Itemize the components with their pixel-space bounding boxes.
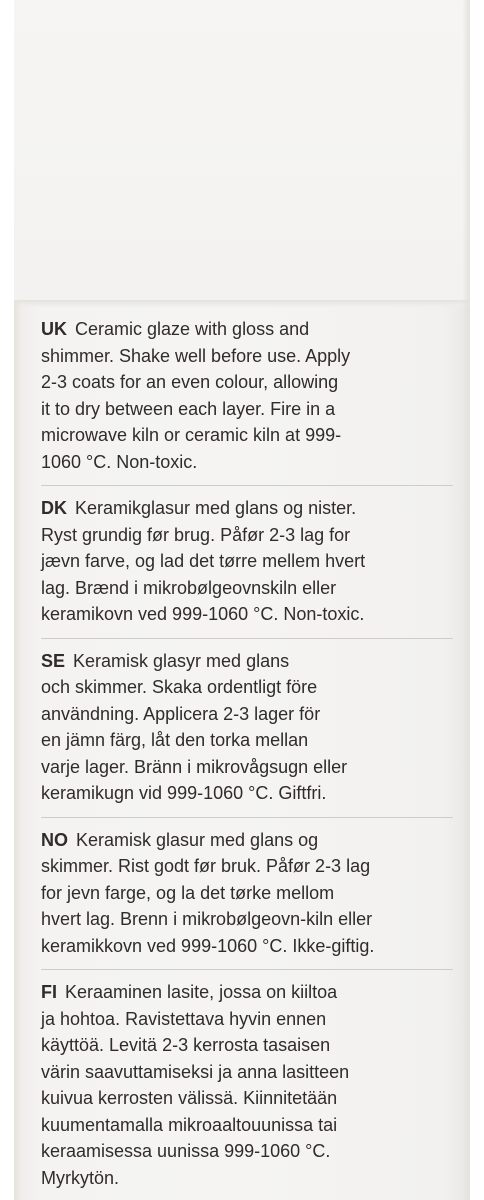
instructions-line: ja hohtoa. Ravistettava hyvin ennen [41,1008,327,1029]
instructions-line: käyttöä. Levitä 2-3 kerrosta tasaisen [41,1035,331,1055]
instructions-line: keraamisessa uunissa 999-1060 °C. [41,1141,331,1161]
instructions-section-no [41,824,461,970]
instructions-line: shimmer. Shake well before use. Apply [41,345,351,366]
language-code: UK [41,319,67,339]
instructions-line: hvert lag. Brenn i mikrobølgeovn-kiln eller [41,909,373,929]
language-code: SE [41,650,66,671]
instructions-line: keramikovn ved 999-1060 °C. Non-toxic. [41,604,365,624]
instructions-line: Myrkytön. [41,1167,120,1188]
instructions-line [41,648,461,675]
instructions-line: skimmer. Rist godt før bruk. Påfør 2-3 lag [41,856,371,876]
section-divider [41,485,453,486]
instructions-text: Keramisk glasyr med glans [73,650,290,671]
instructions-line [41,316,461,343]
section-divider [41,817,453,818]
instructions-section-dk [41,492,461,638]
instructions-line: Ryst grundig før brug. Påfør 2-3 lag for [41,524,351,545]
instructions-line [41,827,461,854]
instructions-section-uk [41,313,461,485]
instructions-line: värin saavuttamiseksi ja anna lasitteen [41,1061,350,1082]
package-right-edge [462,0,470,1200]
instructions-line: jævn farve, og lad det tørre mellem hvert [41,551,366,571]
language-code: FI [41,982,57,1002]
instructions-line [41,495,461,522]
instructions-line: kuumentamalla mikroaaltouunissa tai [41,1114,338,1135]
instructions-line: 1060 °C. Non-toxic. [41,451,198,472]
instructions-section-se [41,645,461,817]
instructions-line: och skimmer. Skaka ordentligt före [41,677,318,697]
instructions-line: keramikugn vid 999-1060 °C. Giftfri. [41,783,327,803]
package-top-flap [14,0,470,300]
instructions-panel [41,313,461,1200]
instructions-text: Keraaminen lasite, jossa on kiiltoa [65,982,338,1002]
instructions-section-fi [41,976,461,1200]
instructions-line: en jämn färg, låt den torka mellan [41,730,309,750]
language-code: DK [41,498,67,518]
package-left-edge [14,300,22,1200]
section-divider [41,638,453,639]
language-code: NO [41,829,68,850]
instructions-line: lag. Brænd i mikrobølgeovnskiln eller [41,577,337,598]
package-fold-line [14,300,470,308]
instructions-line: it to dry between each layer. Fire in a [41,398,336,419]
instructions-line: varje lager. Bränn i mikrovågsugn eller [41,756,348,777]
instructions-text: Keramisk glasur med glans og [76,829,319,850]
instructions-text: Keramikglasur med glans og nister. [75,498,357,518]
instructions-line: 2-3 coats for an even colour, allowing [41,372,339,392]
instructions-line: for jevn farge, og la det tørke mellom [41,882,335,903]
instructions-line: keramikkovn ved 999-1060 °C. Ikke-giftig. [41,935,375,956]
section-divider [41,969,453,970]
instructions-line: användning. Applicera 2-3 lager för [41,703,321,724]
instructions-line: microwave kiln or ceramic kiln at 999- [41,425,342,445]
instructions-line [41,979,461,1006]
instructions-text: Ceramic glaze with gloss and [75,319,310,339]
instructions-line: kuivua kerrosten välissä. Kiinnitetään [41,1088,338,1108]
